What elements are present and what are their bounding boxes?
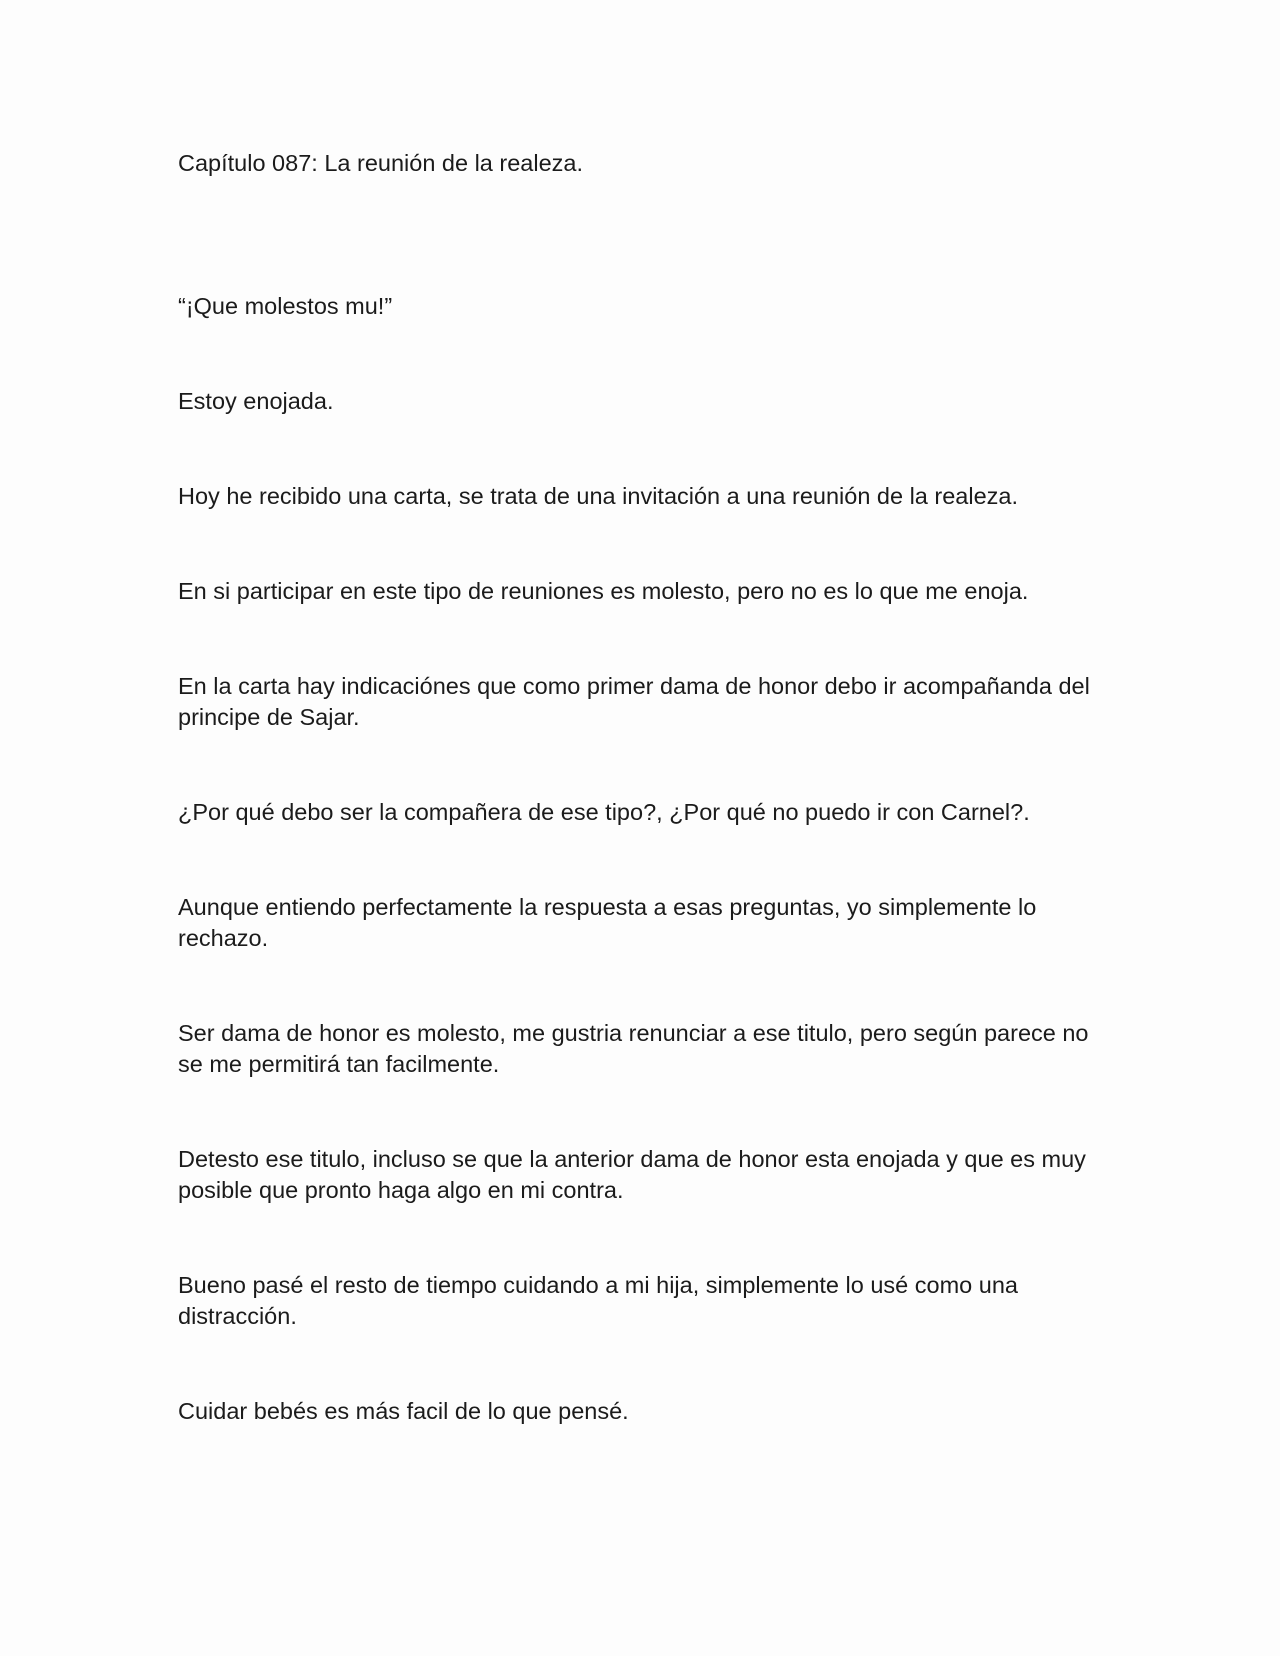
chapter-title: Capítulo 087: La reunión de la realeza. bbox=[178, 150, 584, 176]
paragraph: Ser dama de honor es molesto, me gustria renunciar a ese titulo, pero según parece no se me permitirá tan facilmente. bbox=[178, 1020, 1089, 1077]
paragraph: ¿Por qué debo ser la compañera de ese tipo?, ¿Por qué no puedo ir con Carnel?. bbox=[178, 799, 1030, 825]
paragraph: Detesto ese titulo, incluso se que la anterior dama de honor esta enojada y que es muy posible que pronto haga algo en mi contra. bbox=[178, 1146, 1086, 1203]
paragraph: “¡Que molestos mu!” bbox=[178, 293, 393, 319]
paragraph: Estoy enojada. bbox=[178, 388, 334, 414]
paragraph: En si participar en este tipo de reuniones es molesto, pero no es lo que me enoja. bbox=[178, 578, 1029, 604]
paragraph: Cuidar bebés es más facil de lo que pensé. bbox=[178, 1398, 629, 1424]
paragraph: Hoy he recibido una carta, se trata de una invitación a una reunión de la realeza. bbox=[178, 483, 1019, 509]
paragraph: En la carta hay indicaciónes que como primer dama de honor debo ir acompañanda del principe de Sajar. bbox=[178, 673, 1090, 730]
paragraph: Aunque entiendo perfectamente la respuesta a esas preguntas, yo simplemente lo rechazo. bbox=[178, 894, 1037, 951]
paragraph: Bueno pasé el resto de tiempo cuidando a mi hija, simplemente lo usé como una distracción. bbox=[178, 1272, 1018, 1329]
